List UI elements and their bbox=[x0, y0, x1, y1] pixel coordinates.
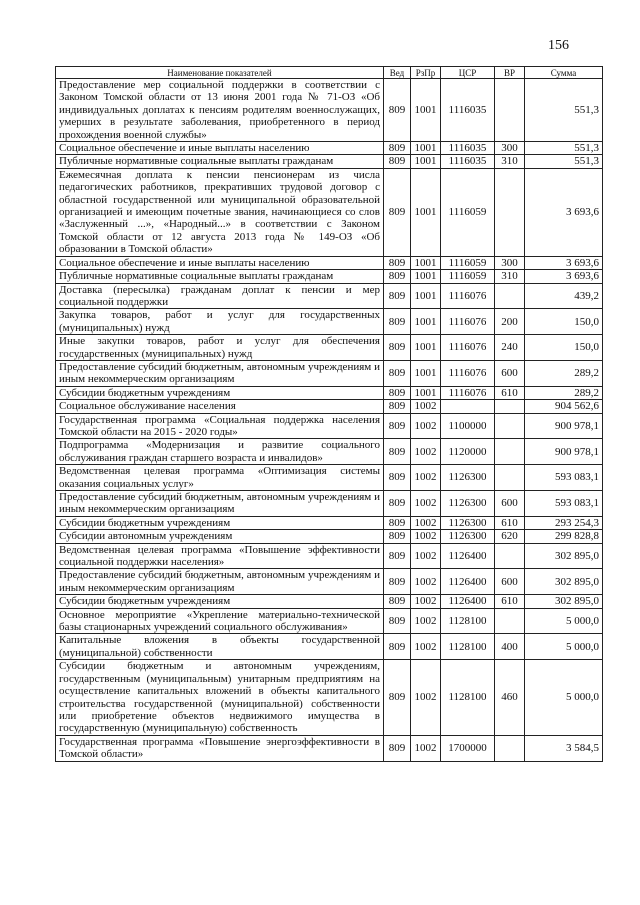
table-row bbox=[56, 400, 603, 413]
row-sum: 551,3 bbox=[525, 155, 603, 168]
row-ved: 809 bbox=[384, 79, 411, 142]
row-csr: 1128100 bbox=[441, 660, 495, 735]
row-vr: 310 bbox=[495, 270, 525, 283]
row-ved: 809 bbox=[384, 516, 411, 529]
row-csr: 1126400 bbox=[441, 595, 495, 608]
row-ved: 809 bbox=[384, 256, 411, 269]
row-name: Закупка товаров, работ и услуг для государственных (муниципальных) нужд bbox=[56, 309, 384, 335]
row-vr: 620 bbox=[495, 530, 525, 543]
row-sum: 439,2 bbox=[525, 283, 603, 309]
row-vr bbox=[495, 465, 525, 491]
row-rzpr: 1001 bbox=[411, 309, 441, 335]
row-sum: 289,2 bbox=[525, 386, 603, 399]
row-ved: 809 bbox=[384, 530, 411, 543]
row-vr bbox=[495, 413, 525, 439]
row-vr: 600 bbox=[495, 491, 525, 517]
row-ved: 809 bbox=[384, 283, 411, 309]
row-csr: 1116035 bbox=[441, 142, 495, 155]
row-ved: 809 bbox=[384, 168, 411, 256]
row-sum: 3 693,6 bbox=[525, 168, 603, 256]
row-csr: 1116035 bbox=[441, 155, 495, 168]
row-rzpr: 1002 bbox=[411, 516, 441, 529]
budget-table bbox=[55, 66, 603, 762]
row-ved: 809 bbox=[384, 360, 411, 386]
row-ved: 809 bbox=[384, 270, 411, 283]
row-sum: 150,0 bbox=[525, 309, 603, 335]
table-row bbox=[56, 335, 603, 361]
row-name: Основное мероприятие «Укрепление материально-технической базы стационарных учреждений социального обслуживания» bbox=[56, 608, 384, 634]
row-vr: 610 bbox=[495, 386, 525, 399]
row-vr bbox=[495, 735, 525, 761]
row-vr: 600 bbox=[495, 360, 525, 386]
row-name: Предоставление мер социальной поддержки в соответствии с Законом Томской области от 13 июня 2001 года № 71-ОЗ «Об индивидуальных доплатах к пенсиям родителям военнослужащих, умерших в результате заболевания, приобретенного в период прохождения военной службы» bbox=[56, 79, 384, 142]
row-sum: 150,0 bbox=[525, 335, 603, 361]
row-sum: 293 254,3 bbox=[525, 516, 603, 529]
table-row bbox=[56, 439, 603, 465]
row-csr: 1116076 bbox=[441, 360, 495, 386]
row-csr: 1116035 bbox=[441, 79, 495, 142]
table-row bbox=[56, 168, 603, 256]
row-sum: 299 828,8 bbox=[525, 530, 603, 543]
row-csr: 1120000 bbox=[441, 439, 495, 465]
row-sum: 5 000,0 bbox=[525, 608, 603, 634]
row-name: Субсидии бюджетным учреждениям bbox=[56, 386, 384, 399]
table-row bbox=[56, 360, 603, 386]
row-sum: 289,2 bbox=[525, 360, 603, 386]
row-csr: 1116059 bbox=[441, 256, 495, 269]
row-name: Капитальные вложения в объекты государственной (муниципальной) собственности bbox=[56, 634, 384, 660]
row-sum: 593 083,1 bbox=[525, 491, 603, 517]
row-name: Социальное обеспечение и иные выплаты населению bbox=[56, 256, 384, 269]
row-vr bbox=[495, 79, 525, 142]
row-rzpr: 1001 bbox=[411, 386, 441, 399]
row-ved: 809 bbox=[384, 543, 411, 569]
row-sum: 5 000,0 bbox=[525, 634, 603, 660]
row-vr: 460 bbox=[495, 660, 525, 735]
row-sum: 3 584,5 bbox=[525, 735, 603, 761]
table-row bbox=[56, 309, 603, 335]
row-rzpr: 1002 bbox=[411, 660, 441, 735]
row-rzpr: 1001 bbox=[411, 155, 441, 168]
table-row bbox=[56, 530, 603, 543]
row-csr: 1126300 bbox=[441, 516, 495, 529]
header-sum: Сумма bbox=[525, 67, 603, 79]
row-csr: 1116059 bbox=[441, 270, 495, 283]
row-vr bbox=[495, 283, 525, 309]
table-row bbox=[56, 413, 603, 439]
row-csr: 1116059 bbox=[441, 168, 495, 256]
row-csr: 1116076 bbox=[441, 309, 495, 335]
row-rzpr: 1002 bbox=[411, 543, 441, 569]
table-row bbox=[56, 569, 603, 595]
row-rzpr: 1002 bbox=[411, 530, 441, 543]
row-sum: 3 693,6 bbox=[525, 270, 603, 283]
row-name: Субсидии бюджетным учреждениям bbox=[56, 595, 384, 608]
row-ved: 809 bbox=[384, 413, 411, 439]
row-vr bbox=[495, 543, 525, 569]
table-row bbox=[56, 491, 603, 517]
row-sum: 593 083,1 bbox=[525, 465, 603, 491]
row-rzpr: 1001 bbox=[411, 256, 441, 269]
row-sum: 904 562,6 bbox=[525, 400, 603, 413]
row-rzpr: 1002 bbox=[411, 439, 441, 465]
row-vr bbox=[495, 608, 525, 634]
header-name: Наименование показателей bbox=[56, 67, 384, 79]
header-csr: ЦСР bbox=[441, 67, 495, 79]
row-csr: 1126300 bbox=[441, 491, 495, 517]
row-sum: 3 693,6 bbox=[525, 256, 603, 269]
row-csr: 1116076 bbox=[441, 386, 495, 399]
row-name: Предоставление субсидий бюджетным, автономным учреждениям и иным некоммерческим организациям bbox=[56, 491, 384, 517]
row-rzpr: 1002 bbox=[411, 465, 441, 491]
table-row bbox=[56, 735, 603, 761]
row-csr: 1700000 bbox=[441, 735, 495, 761]
row-name: Социальное обеспечение и иные выплаты населению bbox=[56, 142, 384, 155]
row-name: Предоставление субсидий бюджетным, автономным учреждениям и иным некоммерческим организациям bbox=[56, 360, 384, 386]
row-vr bbox=[495, 400, 525, 413]
row-vr: 310 bbox=[495, 155, 525, 168]
row-ved: 809 bbox=[384, 608, 411, 634]
row-ved: 809 bbox=[384, 735, 411, 761]
row-rzpr: 1001 bbox=[411, 270, 441, 283]
row-sum: 302 895,0 bbox=[525, 569, 603, 595]
row-name: Ведомственная целевая программа «Оптимизация системы оказания социальных услуг» bbox=[56, 465, 384, 491]
row-vr: 610 bbox=[495, 516, 525, 529]
row-sum: 900 978,1 bbox=[525, 439, 603, 465]
row-vr: 240 bbox=[495, 335, 525, 361]
row-rzpr: 1002 bbox=[411, 491, 441, 517]
row-ved: 809 bbox=[384, 155, 411, 168]
row-csr: 1128100 bbox=[441, 608, 495, 634]
row-sum: 302 895,0 bbox=[525, 543, 603, 569]
table-row bbox=[56, 142, 603, 155]
row-rzpr: 1002 bbox=[411, 735, 441, 761]
row-rzpr: 1002 bbox=[411, 595, 441, 608]
table-row bbox=[56, 155, 603, 168]
row-ved: 809 bbox=[384, 309, 411, 335]
table-row bbox=[56, 256, 603, 269]
row-name: Публичные нормативные социальные выплаты гражданам bbox=[56, 270, 384, 283]
table-row bbox=[56, 270, 603, 283]
row-ved: 809 bbox=[384, 491, 411, 517]
row-csr: 1126400 bbox=[441, 569, 495, 595]
row-sum: 302 895,0 bbox=[525, 595, 603, 608]
row-ved: 809 bbox=[384, 400, 411, 413]
row-name: Государственная программа «Социальная поддержка населения Томской области на 2015 - 2020 годы» bbox=[56, 413, 384, 439]
row-name: Субсидии бюджетным учреждениям bbox=[56, 516, 384, 529]
row-rzpr: 1002 bbox=[411, 569, 441, 595]
header-vr: ВР bbox=[495, 67, 525, 79]
row-vr bbox=[495, 439, 525, 465]
row-ved: 809 bbox=[384, 386, 411, 399]
row-name: Публичные нормативные социальные выплаты гражданам bbox=[56, 155, 384, 168]
row-sum: 5 000,0 bbox=[525, 660, 603, 735]
row-name: Ведомственная целевая программа «Повышение эффективности социальной поддержки населения» bbox=[56, 543, 384, 569]
row-name: Субсидии бюджетным и автономным учреждениям, государственным (муниципальным) унитарным предприятиям на осуществление капитальных вложений в объекты капитального строительства государственной (муниципальной) собственности или приобретение объектов недвижимого имущества в государственную (муниципальную) собственность bbox=[56, 660, 384, 735]
table-row bbox=[56, 660, 603, 735]
row-name: Предоставление субсидий бюджетным, автономным учреждениям и иным некоммерческим организациям bbox=[56, 569, 384, 595]
row-csr: 1128100 bbox=[441, 634, 495, 660]
row-rzpr: 1001 bbox=[411, 79, 441, 142]
row-sum: 900 978,1 bbox=[525, 413, 603, 439]
header-ved: Вед bbox=[384, 67, 411, 79]
row-ved: 809 bbox=[384, 660, 411, 735]
row-csr: 1100000 bbox=[441, 413, 495, 439]
row-sum: 551,3 bbox=[525, 79, 603, 142]
row-csr: 1126400 bbox=[441, 543, 495, 569]
row-ved: 809 bbox=[384, 439, 411, 465]
header-rzpr: РзПр bbox=[411, 67, 441, 79]
row-name: Социальное обслуживание населения bbox=[56, 400, 384, 413]
row-rzpr: 1001 bbox=[411, 283, 441, 309]
row-name: Подпрограмма «Модернизация и развитие социального обслуживания граждан старшего возраста и инвалидов» bbox=[56, 439, 384, 465]
row-name: Государственная программа «Повышение энергоэффективности в Томской области» bbox=[56, 735, 384, 761]
row-ved: 809 bbox=[384, 335, 411, 361]
row-rzpr: 1002 bbox=[411, 413, 441, 439]
row-rzpr: 1001 bbox=[411, 335, 441, 361]
row-ved: 809 bbox=[384, 142, 411, 155]
table-header-row bbox=[56, 67, 603, 79]
row-csr: 1116076 bbox=[441, 283, 495, 309]
row-name: Ежемесячная доплата к пенсии пенсионерам из числа педагогических работников, прекративших трудовой договор с областной государственной или муниципальной образовательной организацией и имеющим почетные звания, начинающиеся со слов «Заслуженный ...», «Народный...» в соответствии с Законом Томской области от 12 августа 2013 года № 149-ОЗ «Об образовании в Томской области» bbox=[56, 168, 384, 256]
row-rzpr: 1001 bbox=[411, 168, 441, 256]
page-number: 156 bbox=[548, 38, 569, 53]
row-ved: 809 bbox=[384, 595, 411, 608]
row-name: Субсидии автономным учреждениям bbox=[56, 530, 384, 543]
table-row bbox=[56, 608, 603, 634]
table-row bbox=[56, 79, 603, 142]
row-rzpr: 1002 bbox=[411, 400, 441, 413]
table-row bbox=[56, 634, 603, 660]
row-vr: 600 bbox=[495, 569, 525, 595]
row-csr bbox=[441, 400, 495, 413]
row-vr: 200 bbox=[495, 309, 525, 335]
row-csr: 1126300 bbox=[441, 465, 495, 491]
row-ved: 809 bbox=[384, 634, 411, 660]
row-csr: 1116076 bbox=[441, 335, 495, 361]
row-vr: 610 bbox=[495, 595, 525, 608]
row-ved: 809 bbox=[384, 465, 411, 491]
row-rzpr: 1001 bbox=[411, 142, 441, 155]
table-row bbox=[56, 516, 603, 529]
row-name: Доставка (пересылка) гражданам доплат к пенсии и мер социальной поддержки bbox=[56, 283, 384, 309]
row-sum: 551,3 bbox=[525, 142, 603, 155]
table-row bbox=[56, 283, 603, 309]
row-vr: 300 bbox=[495, 256, 525, 269]
table-row bbox=[56, 595, 603, 608]
table-row bbox=[56, 386, 603, 399]
row-vr: 300 bbox=[495, 142, 525, 155]
row-csr: 1126300 bbox=[441, 530, 495, 543]
row-rzpr: 1002 bbox=[411, 608, 441, 634]
row-ved: 809 bbox=[384, 569, 411, 595]
row-vr bbox=[495, 168, 525, 256]
row-rzpr: 1001 bbox=[411, 360, 441, 386]
row-name: Иные закупки товаров, работ и услуг для обеспечения государственных (муниципальных) нужд bbox=[56, 335, 384, 361]
table-row bbox=[56, 543, 603, 569]
row-vr: 400 bbox=[495, 634, 525, 660]
table-row bbox=[56, 465, 603, 491]
row-rzpr: 1002 bbox=[411, 634, 441, 660]
